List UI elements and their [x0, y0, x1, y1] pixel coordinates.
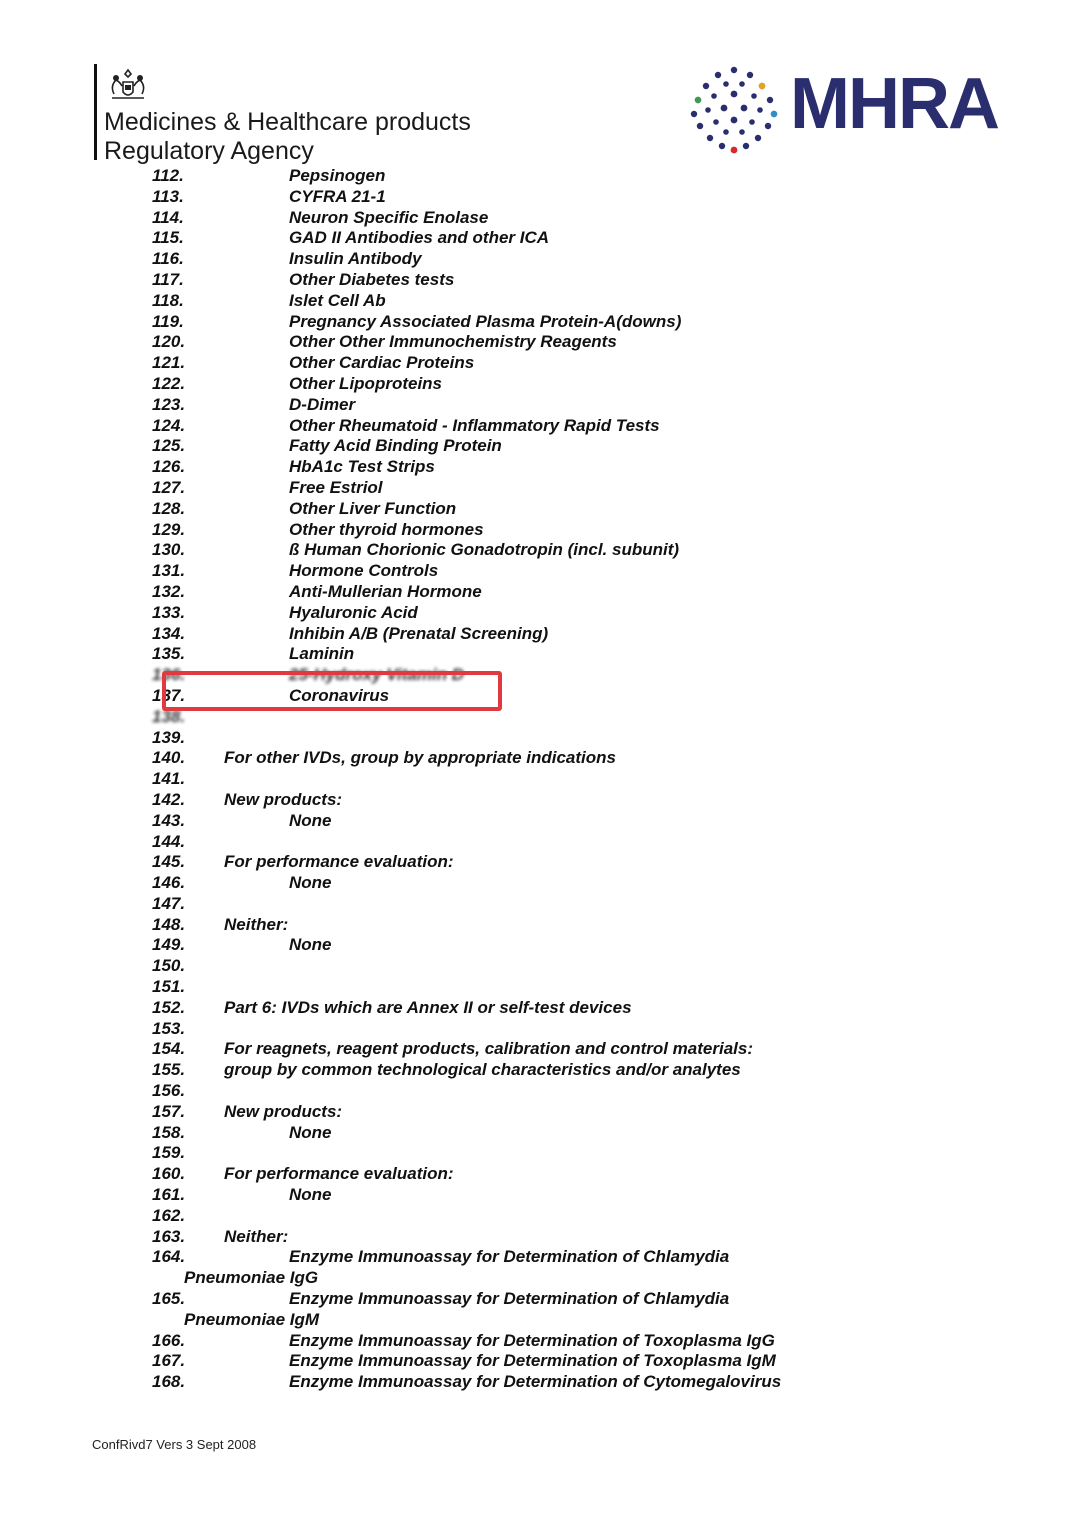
document-line [0, 1164, 1080, 1185]
line-text: HbA1c Test Strips [289, 457, 435, 477]
line-text: Fatty Acid Binding Protein [289, 436, 502, 456]
document-line [0, 312, 1080, 333]
document-line [0, 228, 1080, 249]
line-number: 156. [152, 1081, 186, 1101]
line-number: 153. [152, 1018, 186, 1038]
line-number: 159. [152, 1143, 186, 1163]
line-text: CYFRA 21-1 [289, 186, 386, 206]
line-text: Other Liver Function [289, 498, 457, 518]
line-text: Enzyme Immunoassay for Determination of Chlamydia [289, 1289, 730, 1309]
line-number: 138. [152, 706, 186, 726]
document-line [0, 1310, 1080, 1331]
document-line [0, 187, 1080, 208]
document-line [0, 499, 1080, 520]
document-line [0, 478, 1080, 499]
document-line [0, 1372, 1080, 1393]
line-number: 143. [152, 810, 186, 830]
document-line [0, 935, 1080, 956]
agency-name [104, 108, 471, 166]
document-line [0, 249, 1080, 270]
line-number: 165. [152, 1289, 186, 1309]
line-number: 164. [152, 1247, 186, 1267]
document-line [0, 332, 1080, 353]
document-line [0, 873, 1080, 894]
document-line [0, 1185, 1080, 1206]
line-number: 114. [152, 207, 184, 227]
line-text: Islet Cell Ab [289, 290, 386, 310]
line-text: Pepsinogen [289, 166, 386, 185]
document-line [0, 353, 1080, 374]
line-text: For reagnets, reagent products, calibration and control materials: [224, 1039, 754, 1059]
line-text: Inhibin A/B (Prenatal Screening) [289, 623, 549, 643]
line-text: Insulin Antibody [289, 249, 422, 269]
line-number: 145. [152, 852, 186, 872]
document-line [0, 582, 1080, 603]
document-line [0, 1331, 1080, 1352]
document-line [0, 748, 1080, 769]
line-text: 25-Hydroxy Vitamin D [289, 665, 465, 685]
highlight-box [162, 671, 502, 711]
line-text: Enzyme Immunoassay for Determination of Cytomegalovirus [289, 1372, 782, 1392]
line-text: Neither: [224, 1226, 289, 1246]
document-line [0, 395, 1080, 416]
line-number: 126. [152, 457, 186, 477]
line-text: None [289, 935, 332, 955]
line-number: 166. [152, 1330, 186, 1350]
line-number: 146. [152, 873, 186, 893]
line-text: For performance evaluation: [224, 1164, 454, 1184]
line-number: 124. [152, 415, 186, 435]
document-line [0, 1123, 1080, 1144]
line-number: 155. [152, 1060, 186, 1080]
line-text: Other thyroid hormones [289, 519, 484, 539]
document-line [0, 956, 1080, 977]
line-number: 150. [152, 956, 186, 976]
line-text: Laminin [289, 644, 355, 664]
line-number: 125. [152, 436, 186, 456]
document-line [0, 1289, 1080, 1310]
line-text: New products: [224, 789, 343, 809]
line-number: 144. [152, 831, 186, 851]
royal-coat-of-arms-icon [104, 64, 152, 104]
line-number: 120. [152, 332, 186, 352]
line-number: 117. [152, 269, 184, 289]
document-line [0, 1247, 1080, 1268]
document-line [0, 769, 1080, 790]
line-text: Other Diabetes tests [289, 269, 455, 289]
document-line [0, 998, 1080, 1019]
line-text: GAD II Antibodies and other ICA [289, 228, 550, 248]
document-line [0, 894, 1080, 915]
line-text: None [289, 873, 332, 893]
line-number: 139. [152, 727, 186, 747]
line-text: group by common technological characteristics and/or analytes [224, 1060, 741, 1080]
line-text: Enzyme Immunoassay for Determination of Toxoplasma IgG [289, 1330, 775, 1350]
document-line [0, 1019, 1080, 1040]
line-number: 140. [152, 748, 186, 768]
line-number: 160. [152, 1164, 186, 1184]
line-number: 167. [152, 1351, 186, 1371]
line-text: Pregnancy Associated Plasma Protein-A(downs) [289, 311, 682, 331]
line-number: 127. [152, 477, 186, 497]
document-line [0, 166, 1080, 187]
document-line [0, 416, 1080, 437]
line-text: Anti-Mullerian Hormone [289, 581, 482, 601]
document-line [0, 291, 1080, 312]
document-line [0, 1268, 1080, 1289]
line-number: 158. [152, 1122, 186, 1142]
line-text: Part 6: IVDs which are Annex II or self-test devices [224, 997, 632, 1017]
mhra-logo-text: MHRA [790, 64, 998, 144]
line-text: Enzyme Immunoassay for Determination of Chlamydia [289, 1247, 730, 1267]
line-text: Pneumoniae IgM [184, 1309, 320, 1329]
line-number: 137. [152, 685, 186, 705]
document-line [0, 832, 1080, 853]
line-number: 130. [152, 540, 186, 560]
line-number: 118. [152, 290, 184, 310]
line-number: 113. [152, 186, 184, 206]
line-number: 163. [152, 1226, 186, 1246]
line-number: 151. [152, 977, 186, 997]
agency-name-line-1: Medicines & Healthcare products [104, 108, 471, 136]
line-text: Pneumoniae IgG [184, 1268, 319, 1288]
line-text: Enzyme Immunoassay for Determination of Toxoplasma IgM [289, 1351, 776, 1371]
line-text: None [289, 1185, 332, 1205]
document-line [0, 811, 1080, 832]
line-number: 133. [152, 602, 186, 622]
line-text: New products: [224, 1101, 343, 1121]
document-line [0, 520, 1080, 541]
numbered-line-list [0, 166, 1080, 1393]
document-line [0, 1060, 1080, 1081]
document-line [0, 374, 1080, 395]
line-number: 112. [152, 166, 184, 185]
document-line [0, 436, 1080, 457]
line-text: Neither: [224, 914, 289, 934]
document-line [0, 457, 1080, 478]
line-text: Other Lipoproteins [289, 373, 442, 393]
line-number: 128. [152, 498, 186, 518]
line-number: 116. [152, 249, 184, 269]
line-number: 131. [152, 561, 186, 581]
agency-name-line-2: Regulatory Agency [104, 137, 314, 165]
document-line [0, 603, 1080, 624]
line-number: 134. [152, 623, 186, 643]
line-number: 122. [152, 373, 186, 393]
line-number: 161. [152, 1185, 186, 1205]
document-line [0, 915, 1080, 936]
line-text: Neuron Specific Enolase [289, 207, 489, 227]
line-number: 168. [152, 1372, 186, 1392]
document-footer: ConfRivd7 Vers 3 Sept 2008 [92, 1437, 257, 1452]
line-number: 154. [152, 1039, 186, 1059]
document-line [0, 852, 1080, 873]
document-line [0, 977, 1080, 998]
line-number: 119. [152, 311, 184, 331]
document-line [0, 1102, 1080, 1123]
document-line [0, 270, 1080, 291]
line-number: 142. [152, 789, 186, 809]
line-number: 141. [152, 769, 186, 789]
line-text: D-Dimer [289, 394, 356, 414]
line-number: 121. [152, 353, 186, 373]
line-text: Other Rheumatoid - Inflammatory Rapid Tests [289, 415, 660, 435]
mhra-dot-cluster-icon [688, 64, 780, 156]
document-line [0, 540, 1080, 561]
line-number: 152. [152, 997, 186, 1017]
document-line [0, 644, 1080, 665]
line-text: For performance evaluation: [224, 852, 454, 872]
line-text: ß Human Chorionic Gonadotropin (incl. subunit) [289, 540, 680, 560]
line-number: 115. [152, 228, 184, 248]
line-text: None [289, 1122, 332, 1142]
line-number: 147. [152, 893, 186, 913]
line-text: Hormone Controls [289, 561, 439, 581]
line-number: 148. [152, 914, 186, 934]
line-number: 132. [152, 581, 186, 601]
line-number: 129. [152, 519, 186, 539]
header-divider [94, 64, 97, 160]
line-number: 135. [152, 644, 186, 664]
line-number: 162. [152, 1205, 186, 1225]
document-line [0, 208, 1080, 229]
document-line [0, 624, 1080, 645]
document-line [0, 1143, 1080, 1164]
line-text: Other Cardiac Proteins [289, 353, 475, 373]
line-number: 157. [152, 1101, 186, 1121]
line-number: 123. [152, 394, 186, 414]
document-line [0, 728, 1080, 749]
line-text: None [289, 810, 332, 830]
line-text: For other IVDs, group by appropriate indications [224, 748, 616, 768]
line-number: 136. [152, 665, 186, 685]
document-line [0, 1227, 1080, 1248]
document-line [0, 1039, 1080, 1060]
line-number: 149. [152, 935, 186, 955]
document-line [0, 1081, 1080, 1102]
document-line [0, 1206, 1080, 1227]
line-text: Hyaluronic Acid [289, 602, 418, 622]
line-text: Free Estriol [289, 477, 383, 497]
document-line [0, 790, 1080, 811]
document-line [0, 561, 1080, 582]
document-line [0, 1351, 1080, 1372]
line-text: Other Other Immunochemistry Reagents [289, 332, 617, 352]
highlighted-line-text: Coronavirus [289, 685, 390, 705]
